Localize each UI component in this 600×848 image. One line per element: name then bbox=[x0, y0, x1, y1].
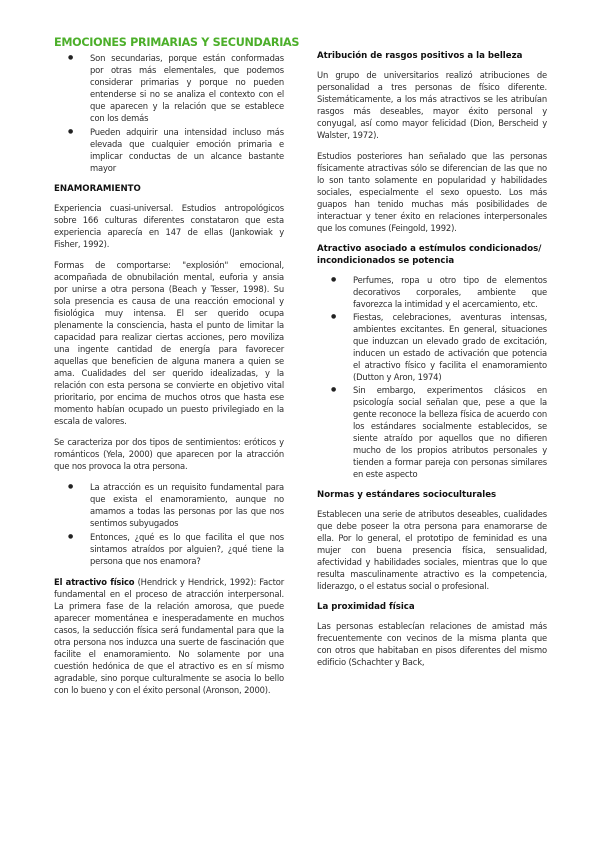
estimulos-bullet-list bbox=[317, 274, 547, 480]
page-title: EMOCIONES PRIMARIAS Y SECUNDARIAS bbox=[54, 36, 300, 49]
paragraph: Un grupo de universitarios realizó atribuciones de personalidad a tres personas de físico diferente. Sistemáticamente, a los más atractivos se les atribuían rasgos más deseables, mayor éxito personal y conyugal, así como mayor felicidad (Dion, Berscheid y Walster, 1972). bbox=[317, 70, 547, 140]
section-heading-atribucion: Atribución de rasgos positivos a la belleza bbox=[317, 51, 523, 61]
list-item: ● Son secundarias, porque están conformadas por otras más elementales, que podemos considerar primarias y porque no pueden entenderse si no se analiza el contexto con el que aparecen y la relación que se establece con los demás bbox=[90, 52, 284, 124]
paragraph: Las personas establecían relaciones de amistad más frecuentemente con vecinos de la misma planta que con otros que habitaban en pisos diferentes del mismo edificio (Schachter y Back, bbox=[317, 621, 547, 667]
list-item: ● Sin embargo, experimentos clásicos en psicología social señalan que, pese a que la gente reconoce la belleza física de acuerdo con los estándares socialmente establecidos, se siente atraído por aquellos que no difieren mucho de los propios atributos personales y tienden a formar pareja con personas similares en este aspecto bbox=[353, 384, 547, 480]
list-item: ● Entonces, ¿qué es lo que facilita el que nos sintamos atraídos por alguien?, ¿qué tiene la persona que nos enamora? bbox=[90, 531, 284, 567]
atractivo-fisico-paragraph bbox=[54, 576, 284, 696]
right-column bbox=[317, 36, 547, 677]
atractivo-fisico-text: (Hendrick y Hendrick, 1992): Factor fundamental en el proceso de atracción interpersonal. La primera fase de la relación amorosa, que puede aparecer momentánea e inesperadamente en muchos casos, la seducción física será fundamental para que la otra persona nos induzca una suerte de fascinación que facilite el enamoramiento. No solamente por una cuestión hedónica de que el atractivo es en sí mismo agradable, sino porque culturalmente se asocia lo bello con lo bueno y con el éxito personal (Aronson, 2000). bbox=[54, 577, 285, 695]
section-heading-normas: Normas y estándares socioculturales bbox=[317, 490, 497, 500]
paragraph: Establecen una serie de atributos deseables, cualidades que debe poseer la otra persona para enamorarse de ella. Por lo general, el prototipo de feminidad es una mujer con buena presencia física, sensualidad, afectividad y habilidades sociales, mientras que lo que resulta masculinamente atractivo es la competencia, liderazgo, o el estatus social o profesional. bbox=[317, 509, 547, 591]
list-item: ● Perfumes, ropa u otro tipo de elementos decorativos corporales, ambiente que favorezca la intimidad y el acercamiento, etc. bbox=[353, 274, 547, 310]
section-heading-estimulos: Atractivo asociado a estímulos condicionados/ incondicionados se potencia bbox=[317, 244, 542, 266]
list-item: ● La atracción es un requisito fundamental para que exista el enamoramiento, aunque no amamos a todas las personas por las que nos sentimos subyugados bbox=[90, 481, 284, 529]
atractivo-fisico-label: El atractivo físico bbox=[54, 577, 135, 587]
section-heading-enamoramiento: ENAMORAMIENTO bbox=[54, 184, 141, 194]
paragraph: Experiencia cuasi-universal. Estudios antropológicos sobre 166 culturas diferentes constataron que esta experiencia aparecía en 147 de ellas (Jankowiak y Fisher, 1992). bbox=[54, 203, 284, 249]
list-item: ● Pueden adquirir una intensidad incluso más elevada que cualquier emoción primaria e implicar conductas de un alcance bastante mayor bbox=[90, 126, 284, 174]
section-heading-proximidad: La proximidad física bbox=[317, 602, 415, 612]
paragraph: Estudios posteriores han señalado que las personas físicamente atractivas sólo se diferencian de las que no lo son tanto solamente en popularidad y habilidades sociales, especialmente el sexo opuesto. Los más guapos han tenido muchas más posibilidades de interactuar y tener éxito en relaciones interpersonales que los comunes (Feingold, 1992). bbox=[317, 151, 547, 233]
intro-bullet-list bbox=[54, 52, 284, 174]
paragraph: Formas de comportarse: "explosión" emocional, acompañada de obnubilación mental, euforia y ansia por unirse a otra persona (Beach y Tesser, 1998). Su sola presencia es causa de una reacción emocional y fisiológica muy intensa. El ser querido ocupa plenamente la consciencia, hasta el punto de limitar la capacidad para realizar ciertas acciones, pero moviliza una ingente cantidad de energía para favorecer aquellas que beneficien de alguna manera a quien se ama. Cualidades del ser querido idealizadas, y la relación con esta persona se convierte en objetivo vital prioritario, por encima de muchos otros que hasta ese momento habían ocupado un puesto privilegiado en la escala de valores. bbox=[54, 260, 284, 426]
left-column bbox=[54, 36, 300, 705]
list-item: ● Fiestas, celebraciones, aventuras intensas, ambientes excitantes. En general, situaciones que induzcan un elevado grado de excitación, inducen un estado de activación que potencia el atractivo físico y facilita el enamoramiento (Dutton y Aron, 1974) bbox=[353, 311, 547, 383]
paragraph: Se caracteriza por dos tipos de sentimientos: eróticos y románticos (Yela, 2000) que aparecen por la atracción que nos provoca la otra persona. bbox=[54, 437, 284, 471]
atraccion-bullet-list bbox=[54, 481, 284, 567]
